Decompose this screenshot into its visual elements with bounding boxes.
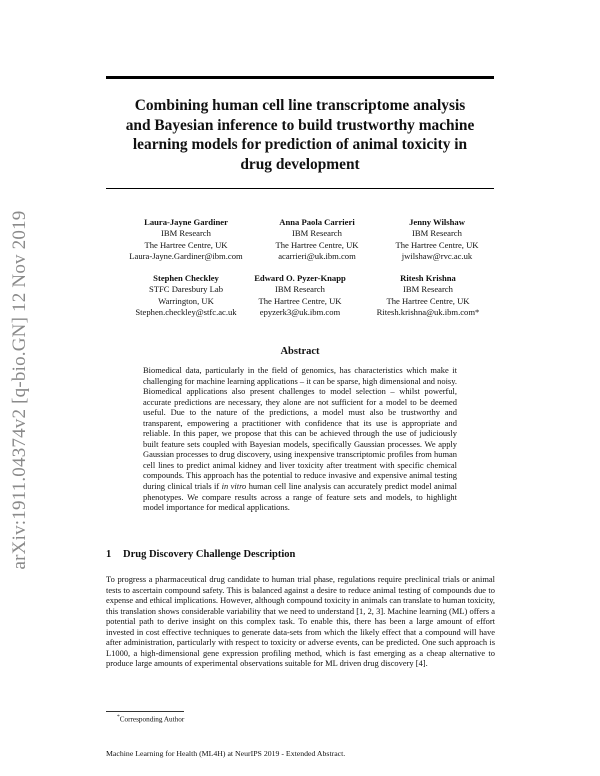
footnote-text: Corresponding Author — [119, 715, 185, 724]
author-email: acarrieri@uk.ibm.com — [278, 250, 356, 261]
author-location: Warrington, UK — [158, 295, 214, 306]
paper-title — [106, 96, 494, 174]
title-line: drug development — [240, 155, 360, 173]
footnote-rule — [106, 711, 184, 712]
author-name: Anna Paola Carrieri — [279, 217, 355, 227]
author-affiliation: IBM Research — [292, 228, 342, 239]
author-block — [116, 217, 256, 262]
title-line: and Bayesian inference to build trustworthy machine — [125, 116, 475, 134]
author-name: Stephen Checkley — [153, 273, 219, 283]
title-line: learning models for prediction of animal toxicity in — [132, 136, 468, 153]
author-affiliation: IBM Research — [161, 228, 211, 239]
author-block — [247, 217, 387, 262]
author-email: Ritesh.krishna@uk.ibm.com* — [376, 306, 480, 317]
title-top-rule — [106, 76, 494, 79]
author-block — [358, 273, 498, 318]
author-email: epyzerk3@uk.ibm.com — [259, 306, 341, 317]
section-title: Drug Discovery Challenge Description — [123, 549, 296, 560]
section-body: To progress a pharmaceutical drug candidate to human trial phase, regulations require preclinical trials or animal tests to ascertain compound safety. This is balanced against a desire to reduce animal testing of compounds due to expense and ethical implications. However, although compound toxicity in animals can translate to human toxicity, this translation shows considerable variability that we need to understand [1, 2, 3]. Machine learning (ML) offers a potential path to derive insight on this complex task. To enable this, there has been a large amount of effort invested in cost effective techniques to generate data-sets from which the likely effect that a compound will have after administration, particularly with respect to toxicity or adverse events, can be predicted. One such approach is L1000, a high-dimensional gene expression profiling method, which is fast emerging as a cheap alternative to produce large amounts of experimental observations suitable for ML driven drug discovery [4]. — [106, 574, 495, 669]
footnote-marker: * — [117, 714, 120, 720]
section-number: 1 — [106, 549, 112, 560]
author-name: Laura-Jayne Gardiner — [144, 217, 228, 227]
abstract-body — [143, 365, 457, 513]
author-name: Ritesh Krishna — [400, 273, 456, 283]
author-email: Laura-Jayne.Gardiner@ibm.com — [129, 250, 243, 261]
author-location: The Hartree Centre, UK — [386, 295, 470, 306]
author-affiliation: IBM Research — [275, 284, 325, 295]
author-affiliation: IBM Research — [412, 228, 462, 239]
abstract-italic-text: in vitro — [221, 481, 247, 492]
footnote — [117, 714, 184, 723]
author-location: The Hartree Centre, UK — [144, 239, 228, 250]
author-name: Jenny Wilshaw — [409, 217, 465, 227]
author-location: The Hartree Centre, UK — [275, 239, 359, 250]
author-block — [367, 217, 507, 262]
author-affiliation: STFC Daresbury Lab — [149, 284, 223, 295]
abstract-text-end: human cell line analysis can accurately predict model animal phenotypes. We compare results across a range of feature sets and models, to highlight model importance for medical applications. — [143, 481, 458, 513]
author-location: The Hartree Centre, UK — [395, 239, 479, 250]
arxiv-identifier-text: arXiv:1911.04374v2 [q-bio.GN] 12 Nov 2019 — [9, 210, 30, 570]
title-bottom-rule — [106, 188, 494, 189]
author-email: jwilshaw@rvc.ac.uk — [401, 250, 473, 261]
author-affiliation: IBM Research — [403, 284, 453, 295]
author-name: Edward O. Pyzer-Knapp — [254, 273, 346, 283]
title-line: Combining human cell line transcriptome analysis — [134, 97, 466, 114]
section-heading — [106, 549, 295, 560]
author-email: Stephen.checkley@stfc.ac.uk — [135, 306, 237, 317]
venue-note: Machine Learning for Health (ML4H) at NeurIPS 2019 - Extended Abstract. — [106, 749, 346, 758]
author-location: The Hartree Centre, UK — [258, 295, 342, 306]
abstract-text: Biomedical data, particularly in the field of genomics, has characteristics which make it challenging for machine learning applications – it can be sparse, high dimensional and noisy. Biomedical applications also present challenges to model selection – whilst powerful, accurate predictions are necessary, they alone are not sufficient for a model to be deemed useful. Due to the nature of the predictions, a model must also be trustworthy and transparent, empowering a practitioner with confidence that its use is appropriate and reliable. In this paper, we propose that this can be achieved through the use of judiciously built feature sets coupled with Bayesian models, specifically Gaussian processes. We apply Gaussian processes to drug discovery, using inexpensive transcriptomic profiles from human cell lines to predict animal kidney and liver toxicity after treatment with specific chemical compounds. This approach has the potential to reduce invasive and expensive animal testing during clinical trials if — [143, 365, 457, 492]
abstract-heading: Abstract — [280, 346, 320, 357]
arxiv-identifier — [2, 200, 38, 580]
author-block — [230, 273, 370, 318]
